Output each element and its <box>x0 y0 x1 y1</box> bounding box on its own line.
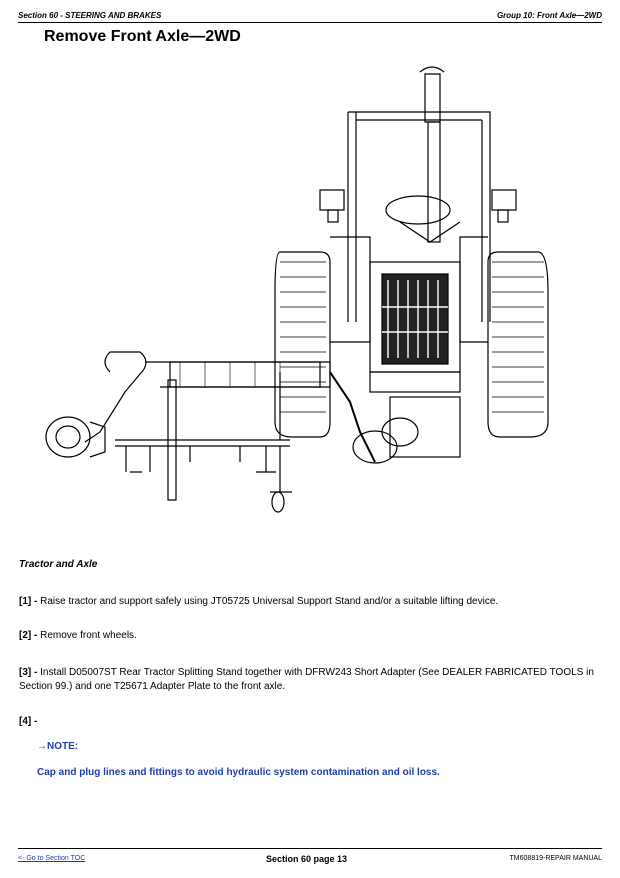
manual-id: TM608819-REPAIR MANUAL <box>509 855 602 862</box>
step-number: [1] - <box>19 596 38 607</box>
page-number: Section 60 page 13 <box>266 854 348 864</box>
note-text: Cap and plug lines and fittings to avoid hydraulic system contamination and oil loss. <box>37 767 440 778</box>
step-1 <box>19 595 609 609</box>
group-label: Group 10: Front Axle—2WD <box>496 11 602 20</box>
step-number: [3] - <box>19 667 38 678</box>
page-footer <box>18 848 602 869</box>
section-label: Section 60 - STEERING AND BRAKES <box>18 11 162 20</box>
note-heading: →NOTE: <box>37 741 79 752</box>
step-number: [2] - <box>19 630 38 641</box>
step-number: [4] - <box>19 716 38 727</box>
page-header <box>18 10 602 23</box>
step-4 <box>19 715 609 729</box>
step-3 <box>19 666 609 694</box>
step-2 <box>19 629 609 643</box>
page-title: Remove Front Axle—2WD <box>44 28 241 45</box>
tractor-axle-illustration <box>30 62 590 522</box>
step-text: Remove front wheels. <box>40 630 137 641</box>
step-text: Raise tractor and support safely using JT05725 Universal Support Stand and/or a suitable lifting device. <box>40 596 499 607</box>
section-heading: Tractor and Axle <box>19 559 98 570</box>
step-text: Install D05007ST Rear Tractor Splitting Stand together with DFRW243 Short Adapter (See DEALER FABRICATED TOOLS in Section 99.) and one T25671 Adapter Plate to the front axle. <box>19 667 594 692</box>
toc-link[interactable]: <- Go to Section TOC <box>18 855 86 862</box>
